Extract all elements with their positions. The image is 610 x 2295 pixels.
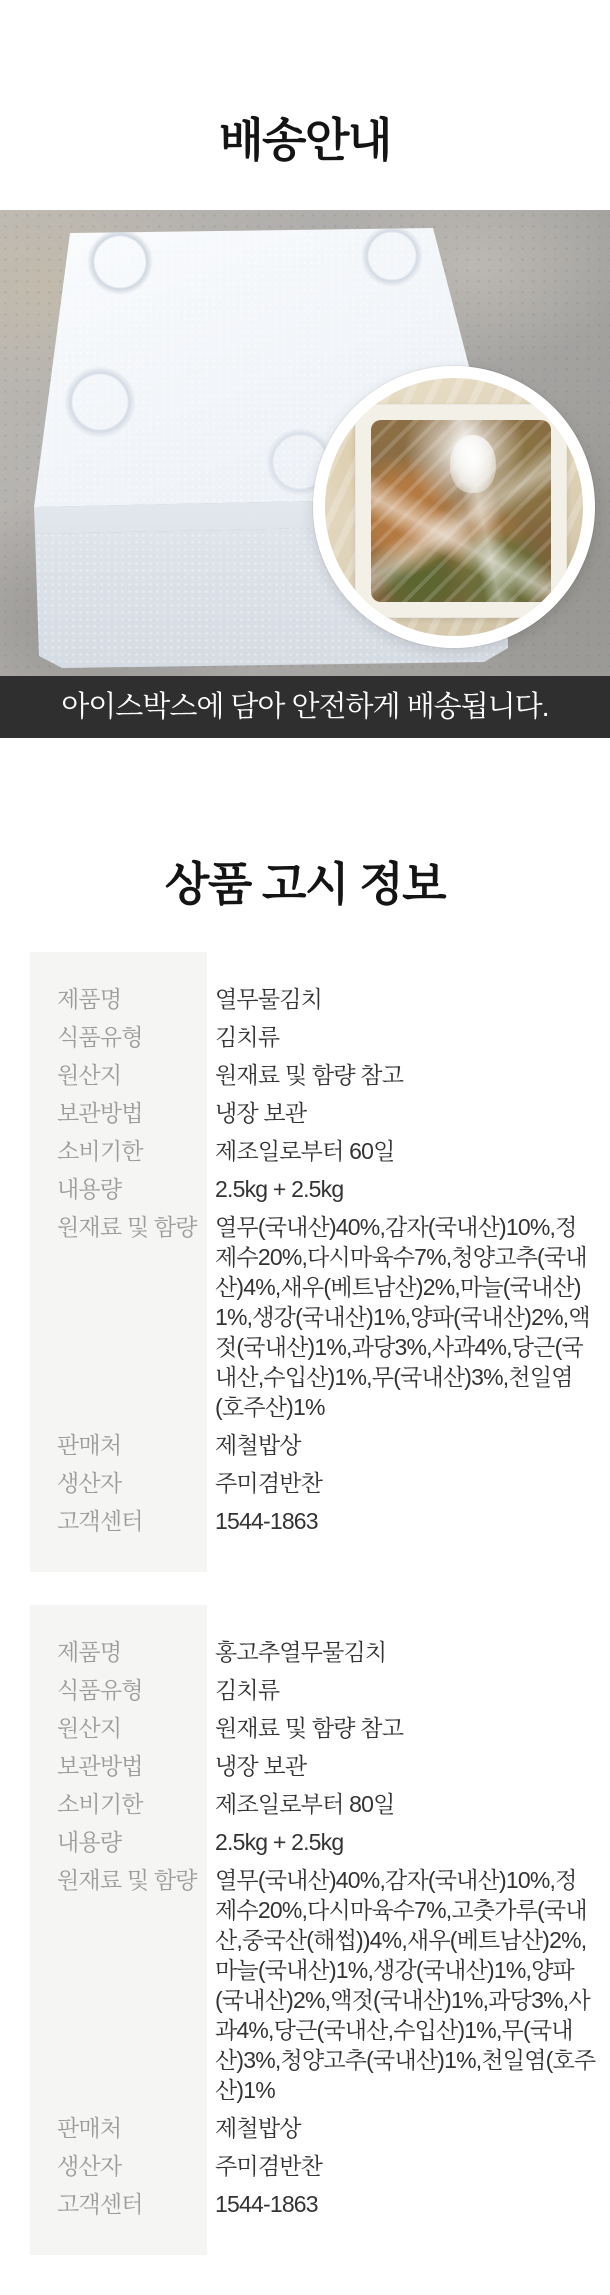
row-label: 원재료 및 함량 bbox=[57, 1867, 197, 1893]
row-value: 열무(국내산)40%,감자(국내산)10%,정제수20%,다시마육수7%,고춧가루(국내산,중국산(해썹))4%,새우(베트남산)2%,마늘(국내산)1%,생강(국내산)1%,양파(국내산)2%,액젓(국내산)1%,과당3%,사과4%,당근(국내산,수입산)1%,무(국내산)3%,청양고추(국내산)1%,천일염(호주산)1% bbox=[215, 1867, 596, 2103]
row-value: 김치류 bbox=[215, 1677, 280, 1703]
table-rows bbox=[0, 1637, 610, 2219]
table-row bbox=[0, 1506, 610, 1536]
delivery-title: 배송안내 bbox=[219, 114, 391, 166]
row-value: 김치류 bbox=[215, 1024, 280, 1050]
row-label: 고객센터 bbox=[57, 2191, 143, 2217]
row-value: 원재료 및 함량 참고 bbox=[215, 1715, 404, 1741]
table-row bbox=[0, 1468, 610, 1498]
row-label: 고객센터 bbox=[57, 1508, 143, 1534]
inset-inner-box bbox=[355, 404, 567, 618]
table-row bbox=[0, 1827, 610, 1857]
delivery-photo bbox=[0, 210, 610, 676]
table-row bbox=[0, 2151, 610, 2181]
table-row bbox=[0, 1430, 610, 1460]
row-value: 열무(국내산)40%,감자(국내산)10%,정제수20%,다시마육수7%,청양고추(국내산)4%,새우(베트남산)2%,마늘(국내산)1%,생강(국내산)1%,양파(국내산)2%,액젓(국내산)1%,과당3%,사과4%,당근(국내산,수입산)1%,무(국내산)3%,천일염(호주산)1% bbox=[215, 1214, 590, 1420]
notice-section bbox=[0, 738, 610, 2295]
row-label: 판매처 bbox=[57, 1432, 122, 1458]
table-row bbox=[0, 2189, 610, 2219]
row-value: 2.5kg + 2.5kg bbox=[215, 1829, 344, 1855]
row-label: 원산지 bbox=[57, 1715, 122, 1741]
row-label: 제품명 bbox=[57, 986, 122, 1012]
table-row bbox=[0, 1637, 610, 1667]
row-label: 생산자 bbox=[57, 2153, 122, 2179]
table-rows bbox=[0, 984, 610, 1536]
row-value: 냉장 보관 bbox=[215, 1100, 307, 1126]
row-label: 내용량 bbox=[57, 1176, 122, 1202]
bag-knot bbox=[450, 435, 496, 493]
row-label: 생산자 bbox=[57, 1470, 122, 1496]
notice-title: 상품 고시 정보 bbox=[164, 858, 446, 910]
row-label: 식품유형 bbox=[57, 1024, 143, 1050]
row-label: 원재료 및 함량 bbox=[57, 1214, 197, 1240]
row-label: 원산지 bbox=[57, 1062, 122, 1088]
row-value: 2.5kg + 2.5kg bbox=[215, 1176, 344, 1202]
row-label: 보관방법 bbox=[57, 1753, 143, 1779]
row-value: 제철밥상 bbox=[215, 2115, 301, 2141]
row-value: 냉장 보관 bbox=[215, 1753, 307, 1779]
product-info-table-1 bbox=[0, 952, 610, 1572]
row-label: 보관방법 bbox=[57, 1100, 143, 1126]
table-row bbox=[0, 1136, 610, 1166]
caption-text: 아이스박스에 담아 안전하게 배송됩니다. bbox=[61, 691, 549, 723]
kimchi-bag bbox=[371, 420, 551, 602]
row-value: 제철밥상 bbox=[215, 1432, 301, 1458]
inset-circle-photo bbox=[313, 366, 595, 648]
table-row bbox=[0, 1098, 610, 1128]
table-row bbox=[0, 1865, 610, 2105]
row-label: 소비기한 bbox=[57, 1791, 143, 1817]
table-row bbox=[0, 984, 610, 1014]
row-label: 내용량 bbox=[57, 1829, 122, 1855]
row-value: 1544-1863 bbox=[215, 2191, 318, 2217]
info-tables bbox=[0, 910, 610, 2295]
row-value: 주미겸반찬 bbox=[215, 2153, 323, 2179]
row-value: 홍고추열무물김치 bbox=[215, 1639, 387, 1665]
table-row bbox=[0, 1022, 610, 1052]
row-value: 원재료 및 함량 참고 bbox=[215, 1062, 404, 1088]
row-value: 주미겸반찬 bbox=[215, 1470, 323, 1496]
row-value: 1544-1863 bbox=[215, 1508, 318, 1534]
delivery-section bbox=[0, 0, 610, 738]
row-label: 제품명 bbox=[57, 1639, 122, 1665]
row-value: 제조일로부터 80일 bbox=[215, 1791, 395, 1817]
table-row bbox=[0, 1212, 610, 1422]
table-row bbox=[0, 2113, 610, 2143]
product-info-table-2 bbox=[0, 1605, 610, 2255]
row-value: 제조일로부터 60일 bbox=[215, 1138, 395, 1164]
table-row bbox=[0, 1174, 610, 1204]
row-label: 식품유형 bbox=[57, 1677, 143, 1703]
table-row bbox=[0, 1789, 610, 1819]
table-row bbox=[0, 1675, 610, 1705]
row-value: 열무물김치 bbox=[215, 986, 323, 1012]
table-row bbox=[0, 1060, 610, 1090]
table-row bbox=[0, 1713, 610, 1743]
caption-bar bbox=[0, 676, 610, 738]
row-label: 판매처 bbox=[57, 2115, 122, 2141]
table-row bbox=[0, 1751, 610, 1781]
row-label: 소비기한 bbox=[57, 1138, 143, 1164]
